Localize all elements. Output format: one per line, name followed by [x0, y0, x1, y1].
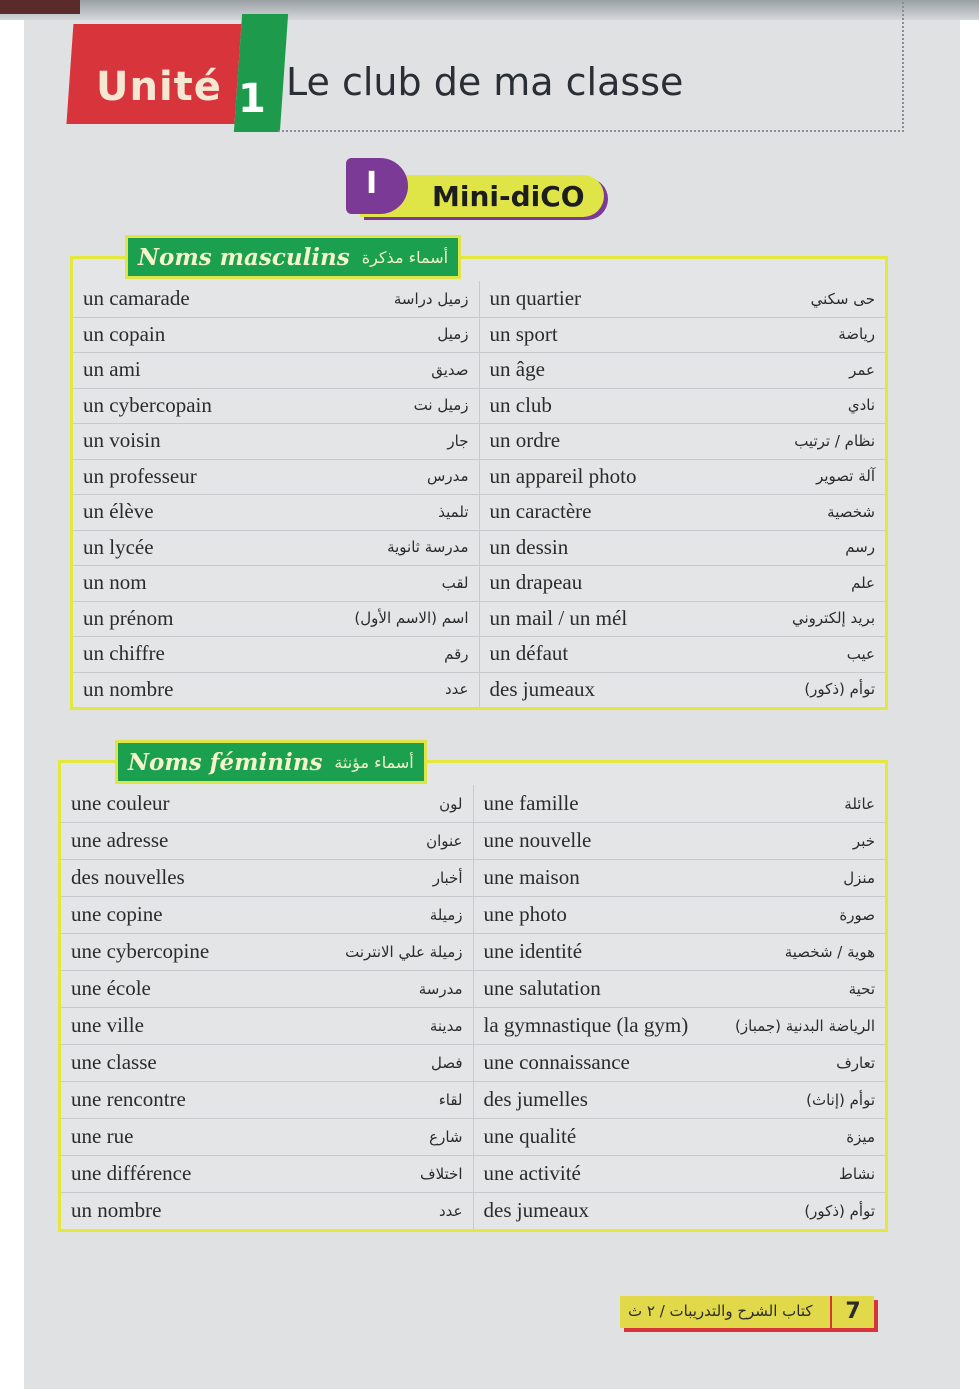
- arabic-translation: مدينة: [429, 1016, 463, 1035]
- french-word: un dessin: [489, 534, 569, 559]
- table-row: [73, 459, 885, 496]
- french-word: une rencontre: [71, 1087, 186, 1111]
- masculine-nouns-tag: [128, 238, 458, 276]
- left-entry: [61, 1007, 473, 1044]
- page-number: 7: [830, 1296, 874, 1328]
- table-row: [73, 636, 885, 673]
- french-word: un nom: [83, 570, 147, 595]
- arabic-translation: منزل: [843, 868, 875, 887]
- table-row: [73, 352, 885, 389]
- arabic-translation: شارع: [429, 1127, 463, 1146]
- right-entry: [473, 785, 886, 822]
- french-word: des jumeaux: [483, 1198, 590, 1222]
- arabic-translation: لقب: [441, 573, 469, 592]
- french-word: un ami: [83, 357, 141, 382]
- left-entry: [73, 281, 479, 317]
- french-word: une qualité: [483, 1124, 577, 1148]
- right-entry: [473, 970, 886, 1007]
- arabic-translation: اختلاف: [420, 1164, 463, 1183]
- arabic-translation: لون: [439, 794, 463, 813]
- feminine-nouns-table: [58, 760, 888, 1232]
- table-row: [61, 1118, 885, 1156]
- right-entry: [473, 1007, 886, 1044]
- french-word: la gymnastique (la gym): [483, 1013, 689, 1037]
- table-row: [73, 281, 885, 318]
- arabic-translation: صورة: [839, 905, 875, 924]
- table-row: [73, 423, 885, 460]
- french-word: un drapeau: [489, 570, 583, 595]
- arabic-translation: توأم (ذكور): [804, 1201, 875, 1220]
- arabic-translation: علم: [851, 573, 875, 592]
- arabic-translation: زميل دراسة: [393, 289, 469, 308]
- right-entry: [473, 1155, 886, 1192]
- table-row: [61, 859, 885, 897]
- masculine-tag-ar: أسماء مذكرة: [361, 247, 449, 267]
- left-entry: [61, 1044, 473, 1081]
- arabic-translation: بريد إلكتروني: [791, 609, 875, 628]
- section-numeral: I: [366, 166, 378, 201]
- left-entry: [61, 970, 473, 1007]
- french-word: des nouvelles: [71, 865, 185, 889]
- corner-mark: [0, 0, 80, 14]
- arabic-translation: زميلة: [429, 905, 463, 924]
- french-word: des jumeaux: [489, 676, 596, 701]
- table-row: [73, 672, 885, 708]
- arabic-translation: مدرس: [427, 467, 469, 486]
- table-row: [73, 388, 885, 425]
- arabic-translation: توأم (إناث): [806, 1090, 875, 1109]
- right-entry: [473, 1044, 886, 1081]
- table-row: [73, 601, 885, 638]
- right-entry: [473, 896, 886, 933]
- arabic-translation: هوية / شخصية: [784, 942, 875, 961]
- left-entry: [61, 1192, 473, 1229]
- left-entry: [73, 636, 479, 672]
- left-entry: [61, 896, 473, 933]
- french-word: un lycée: [83, 534, 154, 559]
- french-word: une rue: [71, 1124, 134, 1148]
- arabic-translation: مدرسة: [418, 979, 463, 998]
- page-title: Le club de ma classe: [286, 60, 684, 104]
- table-row: [61, 896, 885, 934]
- arabic-translation: عيب: [846, 644, 875, 663]
- french-word: un voisin: [83, 428, 161, 453]
- arabic-translation: فصل: [430, 1053, 463, 1072]
- arabic-translation: تلميذ: [438, 502, 469, 521]
- french-word: une différence: [71, 1161, 192, 1185]
- arabic-translation: شخصية: [827, 502, 875, 521]
- masculine-tag-fr: Noms masculins: [138, 243, 350, 271]
- french-word: une école: [71, 976, 151, 1000]
- french-word: une photo: [483, 902, 567, 926]
- french-word: un appareil photo: [489, 463, 637, 488]
- french-word: un camarade: [83, 286, 190, 311]
- left-entry: [61, 859, 473, 896]
- arabic-translation: لقاء: [438, 1090, 463, 1109]
- french-word: un prénom: [83, 605, 174, 630]
- arabic-translation: آلة تصوير: [816, 467, 875, 486]
- masculine-nouns-table: [70, 256, 888, 710]
- arabic-translation: عمر: [849, 360, 875, 379]
- right-entry: [473, 859, 886, 896]
- right-entry: [479, 494, 886, 530]
- right-entry: [473, 1118, 886, 1155]
- left-entry: [73, 565, 479, 601]
- french-word: des jumelles: [483, 1087, 588, 1111]
- french-word: un caractère: [489, 499, 592, 524]
- right-entry: [479, 281, 886, 317]
- arabic-translation: توأم (ذكور): [804, 680, 875, 699]
- french-word: un élève: [83, 499, 154, 524]
- left-entry: [73, 530, 479, 566]
- unit-label: Unité: [96, 64, 222, 110]
- french-word: une nouvelle: [483, 828, 592, 852]
- left-entry: [73, 459, 479, 495]
- section-label: Mini-diCO: [432, 180, 585, 213]
- french-word: une famille: [483, 791, 579, 815]
- table-row: [61, 1155, 885, 1193]
- page-footer: [620, 1296, 874, 1328]
- french-word: un mail / un mél: [489, 605, 628, 630]
- right-entry: [479, 565, 886, 601]
- french-word: une adresse: [71, 828, 169, 852]
- right-entry: [479, 317, 886, 353]
- right-entry: [479, 459, 886, 495]
- right-entry: [473, 933, 886, 970]
- table-row: [73, 530, 885, 567]
- table-row: [73, 317, 885, 354]
- left-entry: [73, 317, 479, 353]
- french-word: une cybercopine: [71, 939, 210, 963]
- french-word: un sport: [489, 321, 558, 346]
- french-word: un nombre: [71, 1198, 162, 1222]
- french-word: une copine: [71, 902, 163, 926]
- left-entry: [73, 494, 479, 530]
- table-row: [61, 933, 885, 971]
- french-word: une salutation: [483, 976, 601, 1000]
- table-row: [61, 970, 885, 1008]
- arabic-translation: زميلة علي الانترنت: [345, 942, 463, 961]
- arabic-translation: حى سكني: [810, 289, 875, 308]
- french-word: un cybercopain: [83, 392, 212, 417]
- arabic-translation: ميزة: [846, 1127, 875, 1146]
- french-word: un ordre: [489, 428, 561, 453]
- arabic-translation: صديق: [431, 360, 469, 379]
- french-word: un défaut: [489, 641, 569, 666]
- left-entry: [73, 423, 479, 459]
- french-word: un quartier: [489, 286, 582, 311]
- left-entry: [73, 672, 479, 708]
- left-entry: [61, 1081, 473, 1118]
- arabic-translation: نشاط: [839, 1164, 875, 1183]
- left-entry: [73, 388, 479, 424]
- arabic-translation: الرياضة البدنية (جمباز): [735, 1016, 875, 1035]
- arabic-translation: نادي: [847, 396, 875, 415]
- left-entry: [61, 822, 473, 859]
- arabic-translation: مدرسة ثانوية: [387, 538, 469, 557]
- arabic-translation: نظام / ترتيب: [794, 431, 875, 450]
- french-word: une identité: [483, 939, 583, 963]
- arabic-translation: عائلة: [844, 794, 875, 813]
- right-entry: [479, 636, 886, 672]
- french-word: une classe: [71, 1050, 157, 1074]
- right-entry: [479, 530, 886, 566]
- french-word: un âge: [489, 357, 545, 382]
- table-row: [61, 1192, 885, 1229]
- arabic-translation: عدد: [438, 1201, 463, 1220]
- arabic-translation: رياضة: [838, 325, 875, 344]
- french-word: un chiffre: [83, 641, 165, 666]
- arabic-translation: عنوان: [426, 831, 463, 850]
- french-word: une connaissance: [483, 1050, 630, 1074]
- french-word: un club: [489, 392, 552, 417]
- table-row: [61, 822, 885, 860]
- left-entry: [61, 1155, 473, 1192]
- french-word: une couleur: [71, 791, 170, 815]
- right-entry: [479, 672, 886, 708]
- arabic-translation: أخبار: [432, 868, 463, 887]
- french-word: un professeur: [83, 463, 197, 488]
- right-entry: [479, 423, 886, 459]
- right-entry: [479, 388, 886, 424]
- table-row: [61, 1044, 885, 1082]
- right-entry: [473, 1081, 886, 1118]
- left-entry: [61, 1118, 473, 1155]
- arabic-translation: جار: [447, 431, 469, 450]
- french-word: un nombre: [83, 676, 174, 701]
- arabic-translation: زميل: [437, 325, 469, 344]
- french-word: un copain: [83, 321, 166, 346]
- table-row: [73, 494, 885, 531]
- right-entry: [479, 601, 886, 637]
- arabic-translation: خبر: [852, 831, 875, 850]
- left-entry: [73, 352, 479, 388]
- french-word: une ville: [71, 1013, 144, 1037]
- right-entry: [473, 1192, 886, 1229]
- right-entry: [473, 822, 886, 859]
- arabic-translation: عدد: [444, 680, 469, 699]
- table-row: [61, 785, 885, 823]
- feminine-nouns-tag: [118, 743, 424, 781]
- left-entry: [73, 601, 479, 637]
- unit-number: 1: [238, 76, 266, 122]
- arabic-translation: اسم (الاسم الأول): [354, 609, 469, 628]
- arabic-translation: رقم: [444, 644, 469, 663]
- french-word: une maison: [483, 865, 580, 889]
- arabic-translation: تحية: [848, 979, 875, 998]
- table-row: [61, 1007, 885, 1045]
- feminine-tag-ar: أسماء مؤنثة: [334, 752, 414, 772]
- arabic-translation: تعارف: [836, 1053, 875, 1072]
- arabic-translation: رسم: [845, 538, 875, 557]
- french-word: une activité: [483, 1161, 581, 1185]
- left-entry: [61, 785, 473, 822]
- feminine-tag-fr: Noms féminins: [128, 748, 323, 776]
- table-row: [61, 1081, 885, 1119]
- book-title: كتاب الشرح والتدريبات / ٢ ث: [628, 1302, 813, 1320]
- table-row: [73, 565, 885, 602]
- right-entry: [479, 352, 886, 388]
- left-entry: [61, 933, 473, 970]
- arabic-translation: زميل نت: [413, 396, 469, 415]
